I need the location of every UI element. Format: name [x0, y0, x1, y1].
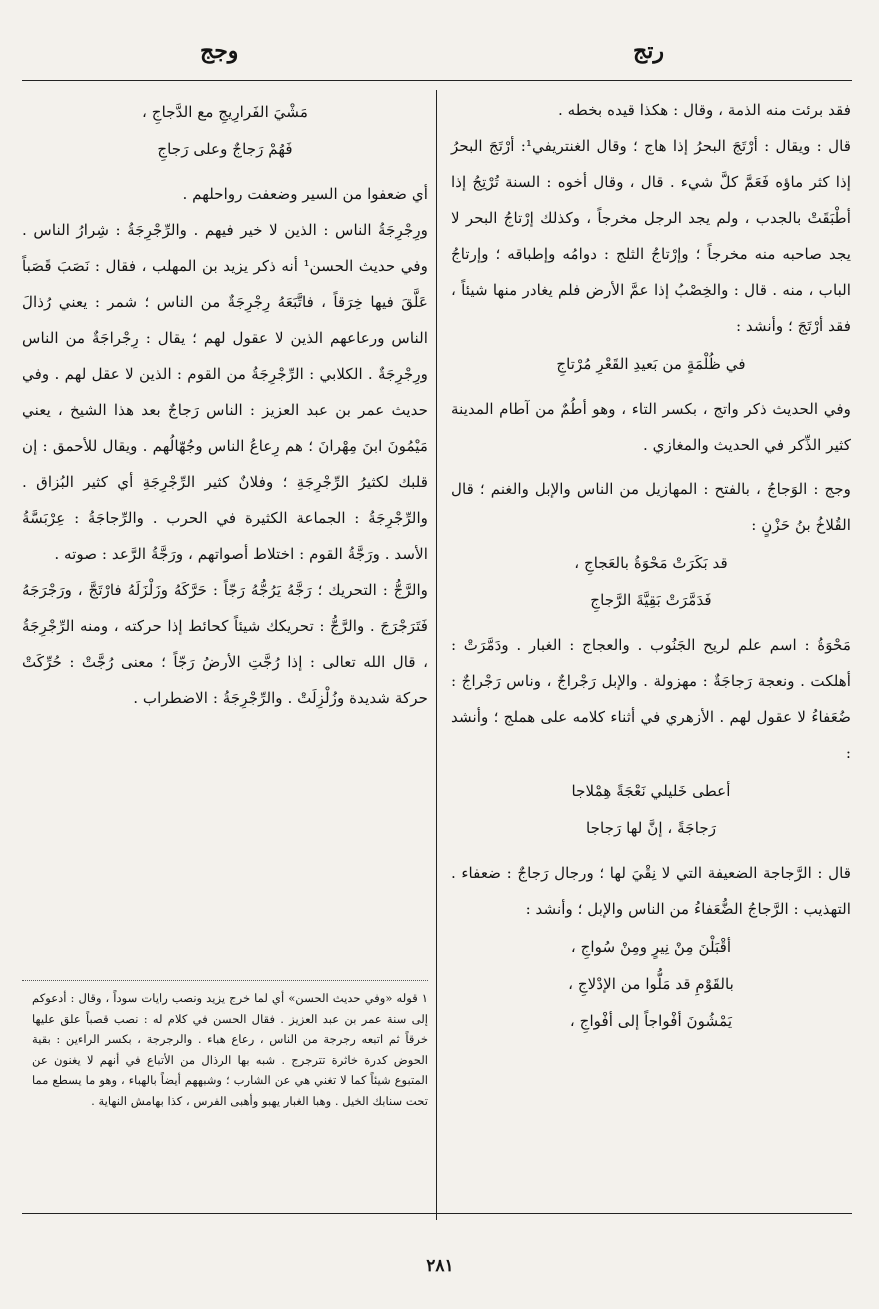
verse: [451, 344, 851, 391]
left-column: [22, 92, 428, 716]
right-column: [451, 92, 851, 1048]
verse-line: بالقَوْمِ قد مَلُّوا من الإدْلاجِ ،: [568, 975, 734, 993]
paragraph: فقد برئت منه الذمة ، وقال : هكذا قيده بخطه .: [558, 101, 851, 119]
paragraph: قال : الرَّجاجة الضعيفة التي لا نِقْيَ لها ؛ ورجال رَجاجٌ : ضعفاء . التهذيب : الرَّجاجُ الضُّعَفاءُ من الناس والإبل ؛ وأنشد :: [451, 864, 851, 918]
verse: [451, 927, 851, 1048]
verse-line: مَشْيَ الفَرارِيجِ مع الدَّجاجِ ،: [142, 103, 308, 121]
paragraph: وفي الحديث ذكر واتج ، بكسر التاء ، وهو أطُمٌ من آطام المدينة كثير الذِّكر في الحديث والمغازي .: [451, 400, 851, 454]
entry-wajj: وجج : الوَجاجُ ، بالفتح : المهازيل من الناس والإبل والغنم ؛ قال القُلاخُ بنُ حَزْنٍ :: [451, 480, 851, 534]
footnote: ١ قوله «وفي حديث الحسن» أي لما خرج يزيد ونصب رايات سوداً ، وقال : أدعوكم إلى سنة عمر بن عبد العزيز . فقال الحسن في كلام له : نصب قصباً علق عليها خرقاً ثم اتبعه رجرجة من الناس ، رعاع هباء . والرجرجة ، بكسر الراءين : بقية الحوض كدرة خاثرة تترجرج . شبه بها الرذال من الأتباع في أنهم لا يغنون عن المتبوع شيئاً كما لا تغني هي عن الشارب ؛ وشبههم أيضاً بالهباء ، وهو ما يسطع مما تحت سنابك الخيل . وهبا الغبار يهبو وأهبى الفرس ، كذا بهامش النهاية .: [32, 991, 428, 1108]
footnote-separator: [22, 980, 428, 981]
verse: [22, 92, 428, 176]
paragraph: ورِجْرِجَةُ الناس : الذين لا خير فيهم . والرِّجْرِجَةُ : شِرارُ الناس . وفي حديث الحسن¹ أنه ذكر يزيد بن المهلب ، فقال : نَصَبَ قَصَباً عَلَّقَ فيها خِرَقاً ، فاتَّبَعَهُ رِجْرِجَةٌ من الناس ؛ شمر : يعني رُذالَ الناس ورعاعهم الذين لا عقول لهم ؛ يقال : رِجْراجَةٌ من الناس ورِجْرِجَةٌ . الكلابي : الرِّجْرِجَةُ من القوم : الذين لا عقل لهم . وفي حديث عمر بن عبد العزيز : الناس رَجاجٌ بعد هذا الشيخ ، يعني مَيْمُونَ ابنَ مِهْرانَ ؛ هم رِعاعُ الناس وجُهّالُهم . ويقال للأحمق : إن قلبك لكثيرُ الرِّجْرِجَةِ ؛ وفلانٌ كثير الرِّجْرِجَةِ أي كثير البُزاق . والرِّجْرِجَةُ : الجماعة الكثيرة في الحرب . والرِّجاجَةُ : عِرْبَسَّةُ الأسد . ورَجَّةُ القوم : اختلاط أصواتهم ، ورَجَّةُ الرَّعد : صوته .: [22, 221, 428, 563]
verse-line: رَجاجَةً ، إنَّ لها رَجاجا: [585, 819, 717, 837]
top-rule: [22, 80, 852, 81]
paragraph: والرَّجُّ : التحريك ؛ رَجَّهُ يَرُجُّهُ رَجّاً : حَرَّكَهُ وزَلْزَلَهُ فارْتَجَّ ، ورَجْرَجَهُ فَتَرَجْرَجَ . والرَّجُّ : تحريكك شيئاً كحائط إذا حركته ، ومنه الرِّجْرِجَةُ ، قال الله تعالى : إذا رُجَّتِ الأرضُ رَجّاً ؛ معنى رُجَّتْ : حُرِّكَتْ حركة شديدة وزُلْزِلَتْ . والرِّجْرِجَةُ : الاضطراب .: [22, 581, 428, 707]
header-left-entry: وجج: [200, 38, 239, 64]
verse-line: أعطى خَليلي نَعْجَةً هِمْلاجا: [571, 782, 731, 800]
verse-line: فَهُمْ رَجاجٌ وعلى رَجاجِ: [157, 140, 293, 158]
paragraph: أي ضعفوا من السير وضعفت رواحلهم .: [182, 185, 428, 203]
verse-line: يَمْشُونَ أفْواجاً إلى أفْواجِ ،: [569, 1012, 733, 1030]
column-divider: [436, 90, 437, 1220]
verse-line: أقْبَلْنَ مِنْ نِيرٍ ومِنْ سُواجِ ،: [570, 938, 732, 956]
verse-line: قد بَكَرَتْ مَحْوَةُ بالعَجاجِ ،: [574, 554, 728, 572]
verse-line: فَدَمَّرَتْ بَقِيَّةَ الرَّجاجِ: [590, 591, 712, 609]
header-right-entry: رتج: [633, 38, 664, 64]
verse: [451, 543, 851, 627]
paragraph: قال : ويقال : أرْتَجَ البحرُ إذا هاج ؛ وقال الغنتريفي¹: أرْتَجَ البحرُ إذا كثر ماؤه فَعَمَّ كلَّ شيء . قال ، وقال أخوه : السنة تُرْتِجُ إذا أطْبَقَتْ بالجدب ، ولم يجد الرجل مخرجاً ، وكذلك إرْتاجُ البحر لا يجد صاحبه منه مخرجاً ؛ وإرْتاجُ الثلج : دوامُه وإطباقه ؛ وإرتاجُ الباب ، منه . قال : والخِصْبُ إذا عمَّ الأرض فلم يغادر منها شيئاً ، فقد أرْتَجَ ؛ وأنشد :: [451, 137, 851, 335]
verse: [451, 771, 851, 855]
paragraph: مَحْوَةُ : اسم علم لريح الجَنُوب . والعجاج : الغبار . ودَمَّرَتْ : أهلكت . ونعجة رَجاجَةٌ : مهزولة . والإبل رَجْراجٌ ، وناس رَجْراجٌ : ضُعَفاءُ لا عقول لهم . الأزهري في أثناء كلامه على هملج ؛ وأنشد :: [451, 636, 851, 762]
verse-line: في ظُلْمَةٍ من بَعيدِ القَعْرِ مُرْتاجِ: [556, 355, 746, 373]
page-number: ٢٨١: [426, 1256, 454, 1276]
bottom-rule: [22, 1213, 852, 1214]
